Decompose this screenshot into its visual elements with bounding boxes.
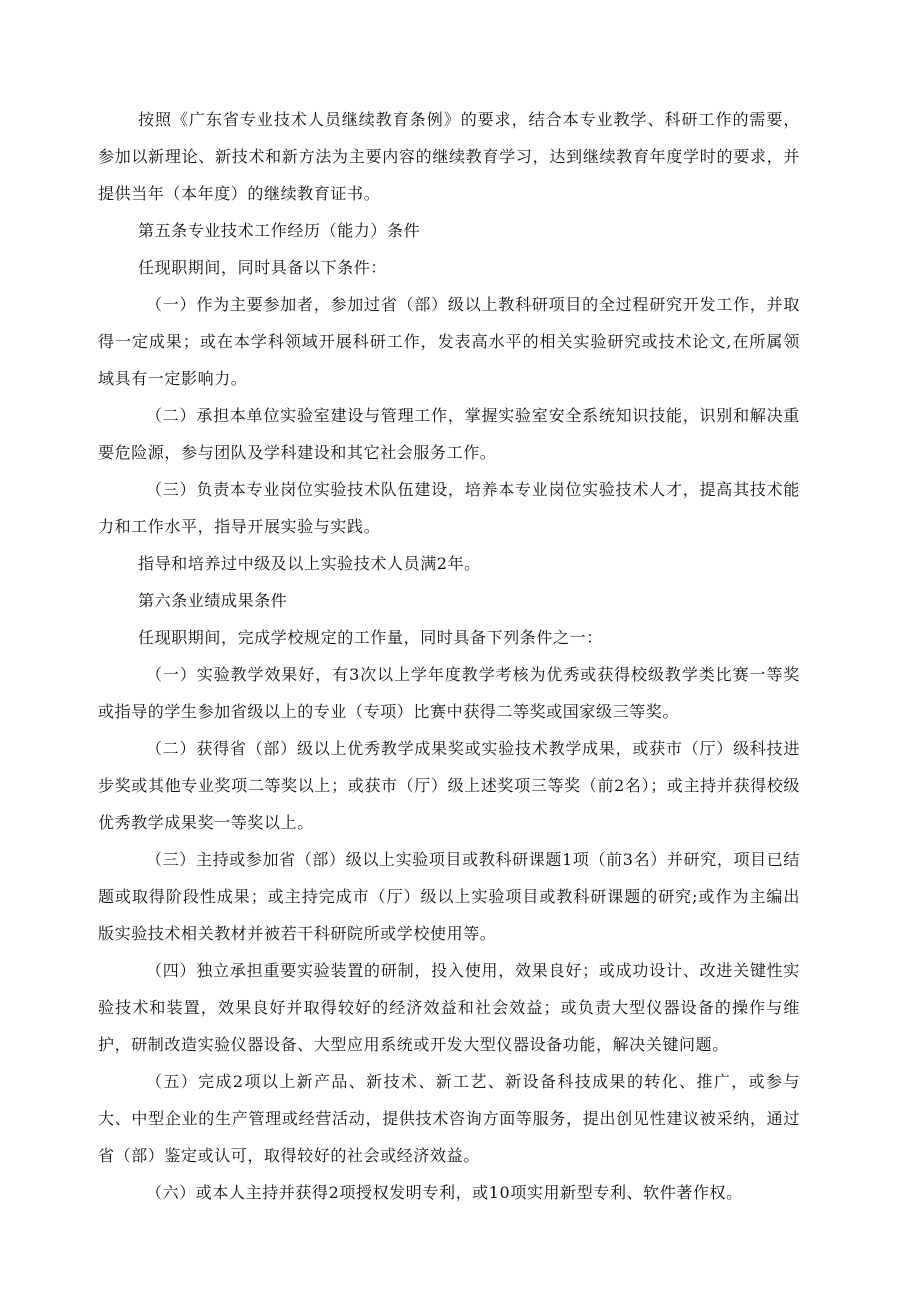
paragraph-guidance-requirement: 指导和培养过中级及以上实验技术人员满2年。 (138, 554, 481, 573)
heading-article-5: 第五条专业技术工作经历（能力）条件 (138, 221, 421, 240)
paragraph-article-5-item-1: （一）作为主要参加者，参加过省（部）级以上教科研项目的全过程研究开发工作，并取得一定成果；或在本学科领域开展科研工作，发表高水平的相关实验研究或技术论文,在所属领域具有一定影响力。 (98, 295, 800, 388)
paragraph-article-6-item-5: （五）完成2项以上新产品、新技术、新工艺、新设备科技成果的转化、推广，或参与大、中型企业的生产管理或经营活动，提供技术咨询方面等服务，提出创见性建议被采纳，通过省（部）鉴定或认可，取得较好的社会或经济效益。 (98, 1072, 800, 1165)
paragraph-article-5-intro: 任现职期间，同时具备以下条件： (138, 258, 388, 277)
paragraph-continuing-education: 按照《广东省专业技术人员继续教育条例》的要求，结合本专业教学、科研工作的需要，参加以新理论、新技术和新方法为主要内容的继续教育学习，达到继续教育年度学时的要求，并提供当年（本年度）的继续教育证书。 (98, 110, 800, 203)
heading-article-6: 第六条业绩成果条件 (138, 591, 288, 610)
paragraph-article-6-item-4: （四）独立承担重要实验装置的研制，投入使用，效果良好；或成功设计、改进关键性实验技术和装置，效果良好并取得较好的经济效益和社会效益；或负责大型仪器设备的操作与维护，研制改造实验仪器设备、大型应用系统或开发大型仪器设备功能，解决关键问题。 (98, 961, 800, 1054)
paragraph-article-5-item-2: （二）承担本单位实验室建设与管理工作，掌握实验室安全系统知识技能，识别和解决重要危险源，参与团队及学科建设和其它社会服务工作。 (98, 406, 800, 462)
document-body (98, 101, 800, 1211)
paragraph-article-5-item-3: （三）负责本专业岗位实验技术队伍建设，培养本专业岗位实验技术人才，提高其技术能力和工作水平，指导开展实验与实践。 (98, 480, 800, 536)
paragraph-article-6-item-2: （二）获得省（部）级以上优秀教学成果奖或实验技术教学成果，或获市（厅）级科技进步奖或其他专业奖项二等奖以上；或获市（厅）级上述奖项三等奖（前2名）；或主持并获得校级优秀教学成果奖一等奖以上。 (98, 739, 800, 832)
paragraph-article-6-item-6: （六）或本人主持并获得2项授权发明专利，或10项实用新型专利、软件著作权。 (146, 1183, 743, 1202)
paragraph-article-6-intro: 任现职期间，完成学校规定的工作量，同时具备下列条件之一： (138, 628, 603, 647)
paragraph-article-6-item-1: （一）实验教学效果好，有3次以上学年度教学考核为优秀或获得校级教学类比赛一等奖或指导的学生参加省级以上的专业（专项）比赛中获得二等奖或国家级三等奖。 (98, 665, 800, 721)
paragraph-article-6-item-3: （三）主持或参加省（部）级以上实验项目或教科研课题1项（前3名）并研究，项目已结题或取得阶段性成果；或主持完成市（厅）级以上实验项目或教科研课题的研究;或作为主编出版实验技术相关教材并被若干科研院所或学校使用等。 (98, 850, 800, 943)
